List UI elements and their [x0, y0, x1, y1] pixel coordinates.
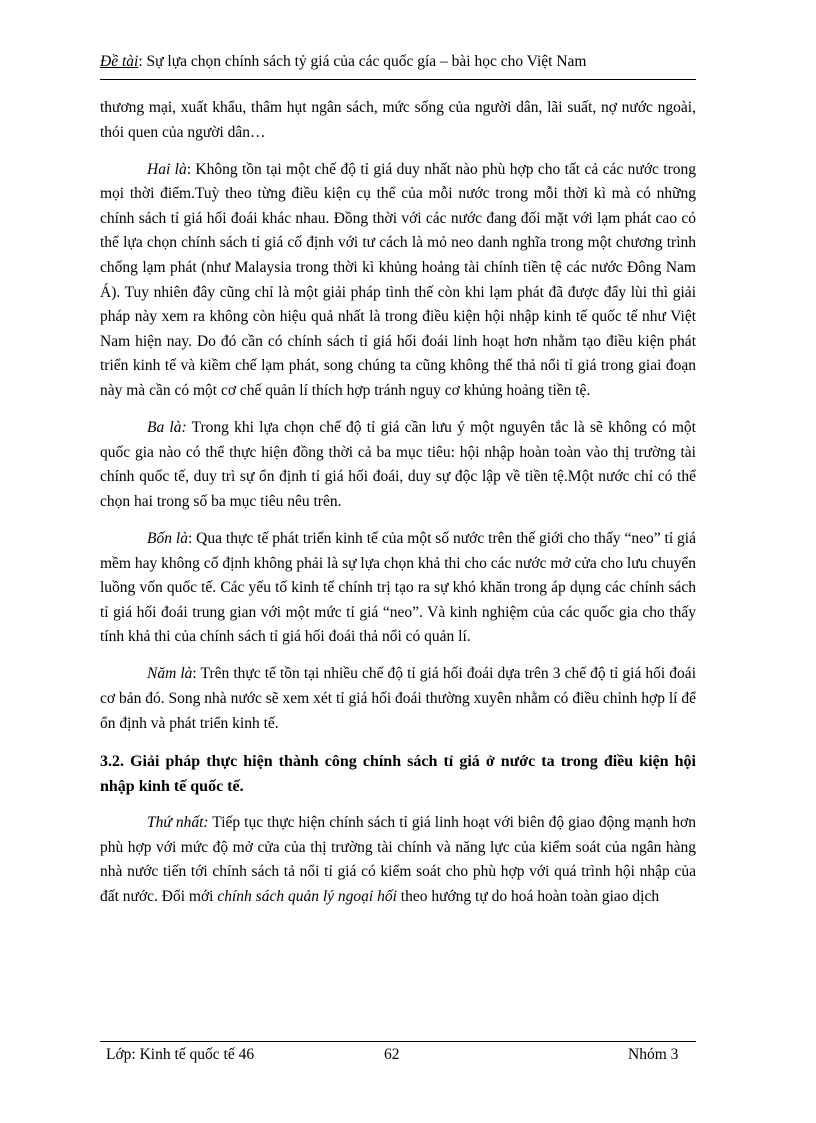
- header-title: : Sự lựa chọn chính sách tỷ giá của các quốc gía – bài học cho Việt Nam: [138, 53, 587, 70]
- emphasis-policy: chính sách quản lý ngoại hối: [217, 888, 397, 906]
- footer-class-label: Lớp: Kinh tế quốc tế 46: [106, 1046, 255, 1063]
- paragraph-nam-la: [100, 662, 696, 736]
- text-nam-la: : Trên thực tế tồn tại nhiều chế độ tỉ giá hối đoái dựa trên 3 chế độ tỉ giá hối đoái cơ bản đó. Song nhà nước sẽ xem xét tỉ giá hối đoái thường xuyên nhằm có điều chỉnh hợp lí để ổn định và phát triển kinh tế.: [100, 665, 696, 732]
- text-thu-nhat-b: theo hướng tự do hoá hoàn toàn giao dịch: [396, 888, 660, 906]
- text-ba-la: Trong khi lựa chọn chế độ tỉ giá cần lưu ý một nguyên tắc là sẽ không có một quốc gia nào có thể thực hiện đồng thời cả ba mục tiêu: hội nhập hoàn toàn vào thị trường tài chính quốc tế, duy trì sự ổn định tỉ giá hối đoái, duy sự độc lập về tiền tệ.Một nước chỉ có thể chọn hai trong số ba mục tiêu nêu trên.: [100, 419, 696, 510]
- lead-thu-nhat: Thứ nhất:: [147, 814, 209, 832]
- paragraph-thu-nhat: [100, 811, 696, 909]
- lead-hai-la: Hai là: [147, 160, 187, 178]
- lead-nam-la: Năm là: [147, 665, 193, 683]
- paragraph-bon-la: [100, 527, 696, 650]
- paragraph-ba-la: [100, 416, 696, 514]
- footer-group: Nhóm 3: [628, 1046, 679, 1063]
- text-hai-la: : Không tồn tại một chế độ tỉ giá duy nhất nào phù hợp cho tất cả các nước trong mọi thời điểm.Tuỳ theo từng điều kiện cụ thể của mỗi nước trong mỗi thời kì mà có những chính sách tỉ giá hối đoái khác nhau. Đồng thời với các nước đang đối mặt với lạm phát cao có thể lựa chọn chính sách tỉ giá cố định với tư cách là mỏ neo danh nghĩa trong một chương trình chống lạm phát (như Malaysia trong thời kì khủng hoảng tài chính tiền tệ các nước Đông Nam Á). Tuy nhiên đây cũng chỉ là một giải pháp tình thế còn khi lạm phát đã được đẩy lùi thì giải pháp này xem ra không còn hiệu quả nhất là trong điều kiện hội nhập kinh tế quốc tế như Việt Nam hiện nay. Do đó cần có chính sách tỉ giá hối đoái linh hoạt hơn nhằm tạo điều kiện phát triển kinh tế và kiềm chế lạm phát, song chúng ta cũng không thể thả nổi tỉ giá trong giai đoạn này mà cần có một cơ chế quản lí thích hợp tránh nguy cơ khủng hoảng tiền tệ.: [100, 160, 696, 400]
- document-body: [100, 96, 696, 922]
- text-thu-nhat-a: Tiếp tục thực hiện chính sách tỉ giá linh hoạt với biên độ giao động mạnh hơn phù hợp với mức độ mở cửa của thị trường tài chính và năng lực của kiểm soát của ngân hàng nhà nước tiến tới chính sách tả nổi tỉ giá có kiểm soát cho phù hợp với quá trình hội nhập của đất nước. Đổi mới: [100, 814, 696, 906]
- lead-bon-la: Bốn là: [147, 530, 188, 547]
- header-label: Đề tài: [100, 53, 139, 70]
- header-rule: [100, 79, 696, 80]
- section-heading: 3.2. Giải pháp thực hiện thành công chính sách tỉ giá ở nước ta trong điều kiện hội nhập kinh tế quốc tế.: [100, 752, 696, 795]
- text-bon-la: : Qua thực tế phát triển kinh tế của một số nước trên thế giới cho thấy “neo” tỉ giá mềm hay không cố định không phải là sự lựa chọn khả thi cho các nước mở cửa cho lưu chuyển luồng vốn quốc tế. Các yếu tố kinh tế chính trị tạo ra sự khó khăn trong áp dụng các chính sách tỉ giá hối đoái trung gian với một mức tỉ giá “neo”. Và kinh nghiệm của các quốc gia cho thấy tính khả thi của chính sách tỉ giá hối đoái thả nổi có quản lí.: [100, 530, 696, 646]
- page-number: 62: [384, 1046, 400, 1063]
- lead-ba-la: Ba là:: [147, 419, 187, 437]
- page-header: [100, 52, 694, 72]
- paragraph-hai-la: [100, 158, 696, 404]
- intro-paragraph: thương mại, xuất khẩu, thâm hụt ngân sách, mức sống của người dân, lãi suất, nợ nước ngoài, thói quen của người dân…: [100, 99, 696, 141]
- footer-rule: [100, 1041, 696, 1042]
